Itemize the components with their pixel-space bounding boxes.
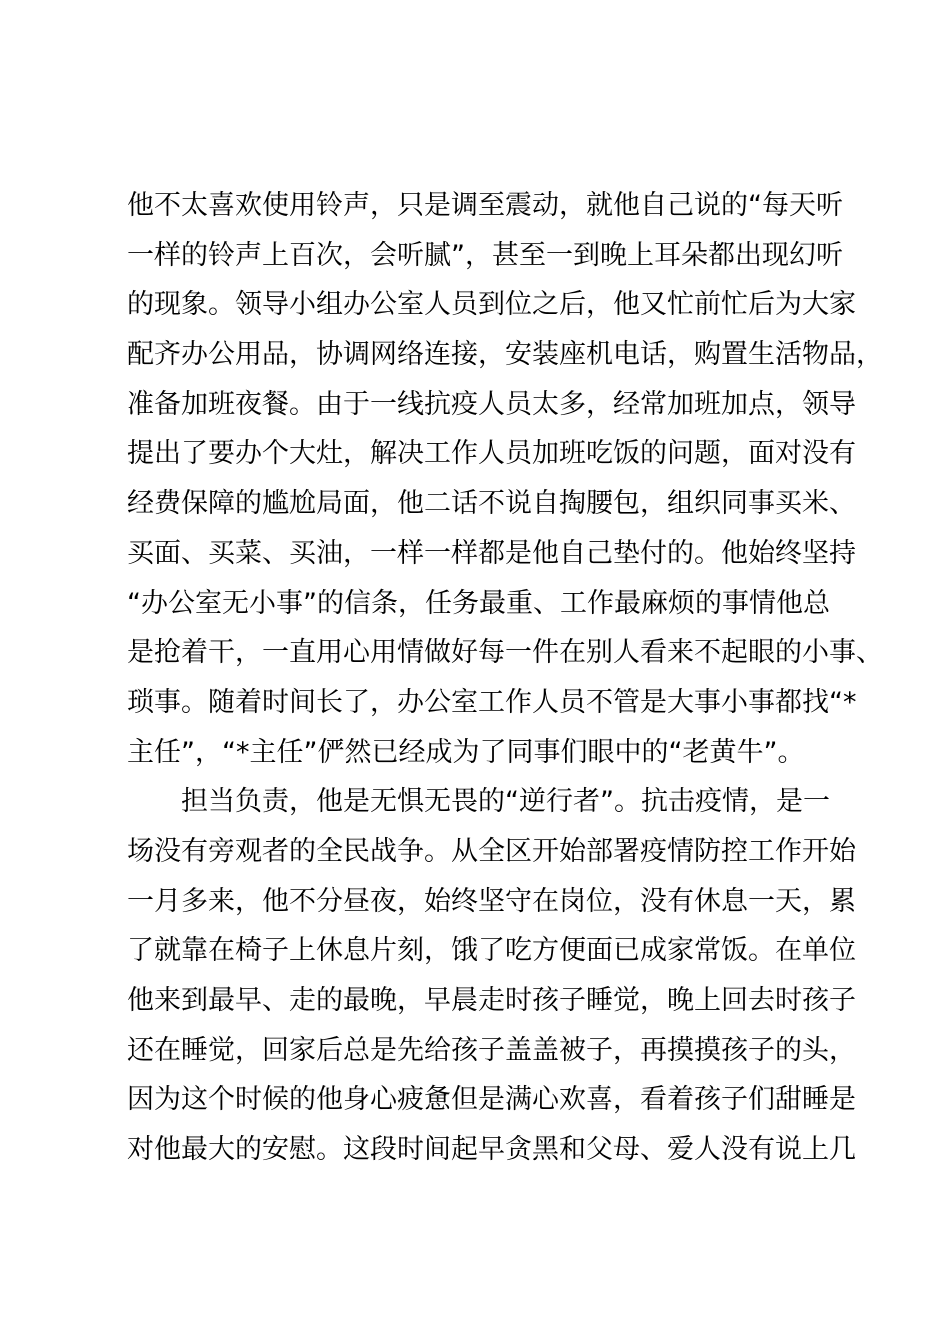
text-line: 他不太喜欢使用铃声，只是调至震动，就他自己说的“每天听	[127, 190, 843, 221]
text-line: “办公室无小事”的信条，任务最重、工作最麻烦的事情他总	[127, 587, 830, 619]
text-line: 经费保障的尴尬局面，他二话不说自掏腰包，组织同事买米、	[127, 488, 856, 520]
text-line: 场没有旁观者的全民战争。从全区开始部署疫情防控工作开始	[127, 835, 856, 867]
text-line: 的现象。领导小组办公室人员到位之后，他又忙前忙后为大家	[127, 289, 856, 321]
text-line: 了就靠在椅子上休息片刻，饿了吃方便面已成家常饭。在单位	[127, 935, 856, 967]
text-line: 配齐办公用品，协调网络连接，安装座机电话，购置生活物品，	[127, 339, 883, 371]
text-line: 一样的铃声上百次，会听腻”，甚至一到晚上耳朵都出现幻听	[127, 239, 843, 271]
text-line: 主任”，“*主任”俨然已经成为了同事们眼中的“老黄牛”。	[127, 736, 805, 768]
text-line: 琐事。随着时间长了，办公室工作人员不管是大事小事都找“*	[127, 686, 857, 718]
text-line: 提出了要办个大灶，解决工作人员加班吃饭的问题，面对没有	[127, 438, 856, 470]
text-line: 准备加班夜餐。由于一线抗疫人员太多，经常加班加点，领导	[127, 388, 856, 420]
text-line: 因为这个时候的他身心疲惫但是满心欢喜，看着孩子们甜睡是	[127, 1084, 856, 1116]
text-line: 他来到最早、走的最晚，早晨走时孩子睡觉，晚上回去时孩子	[127, 985, 856, 1016]
text-line: 还在睡觉，回家后总是先给孩子盖盖被子，再摸摸孩子的头，	[127, 1034, 856, 1066]
text-line: 买面、买菜、买油，一样一样都是他自己垫付的。他始终坚持	[127, 537, 856, 569]
text-line: 是抢着干，一直用心用情做好每一件在别人看来不起眼的小事、	[127, 637, 883, 669]
text-line: 一月多来，他不分昼夜，始终坚守在岗位，没有休息一天，累	[127, 885, 856, 917]
text-line: 对他最大的安慰。这段时间起早贪黑和父母、爱人没有说上几	[127, 1134, 856, 1166]
paragraph-start-line: 担当负责，他是无惧无畏的“逆行者”。抗击疫情，是一	[181, 786, 830, 818]
body-text	[127, 181, 883, 1175]
